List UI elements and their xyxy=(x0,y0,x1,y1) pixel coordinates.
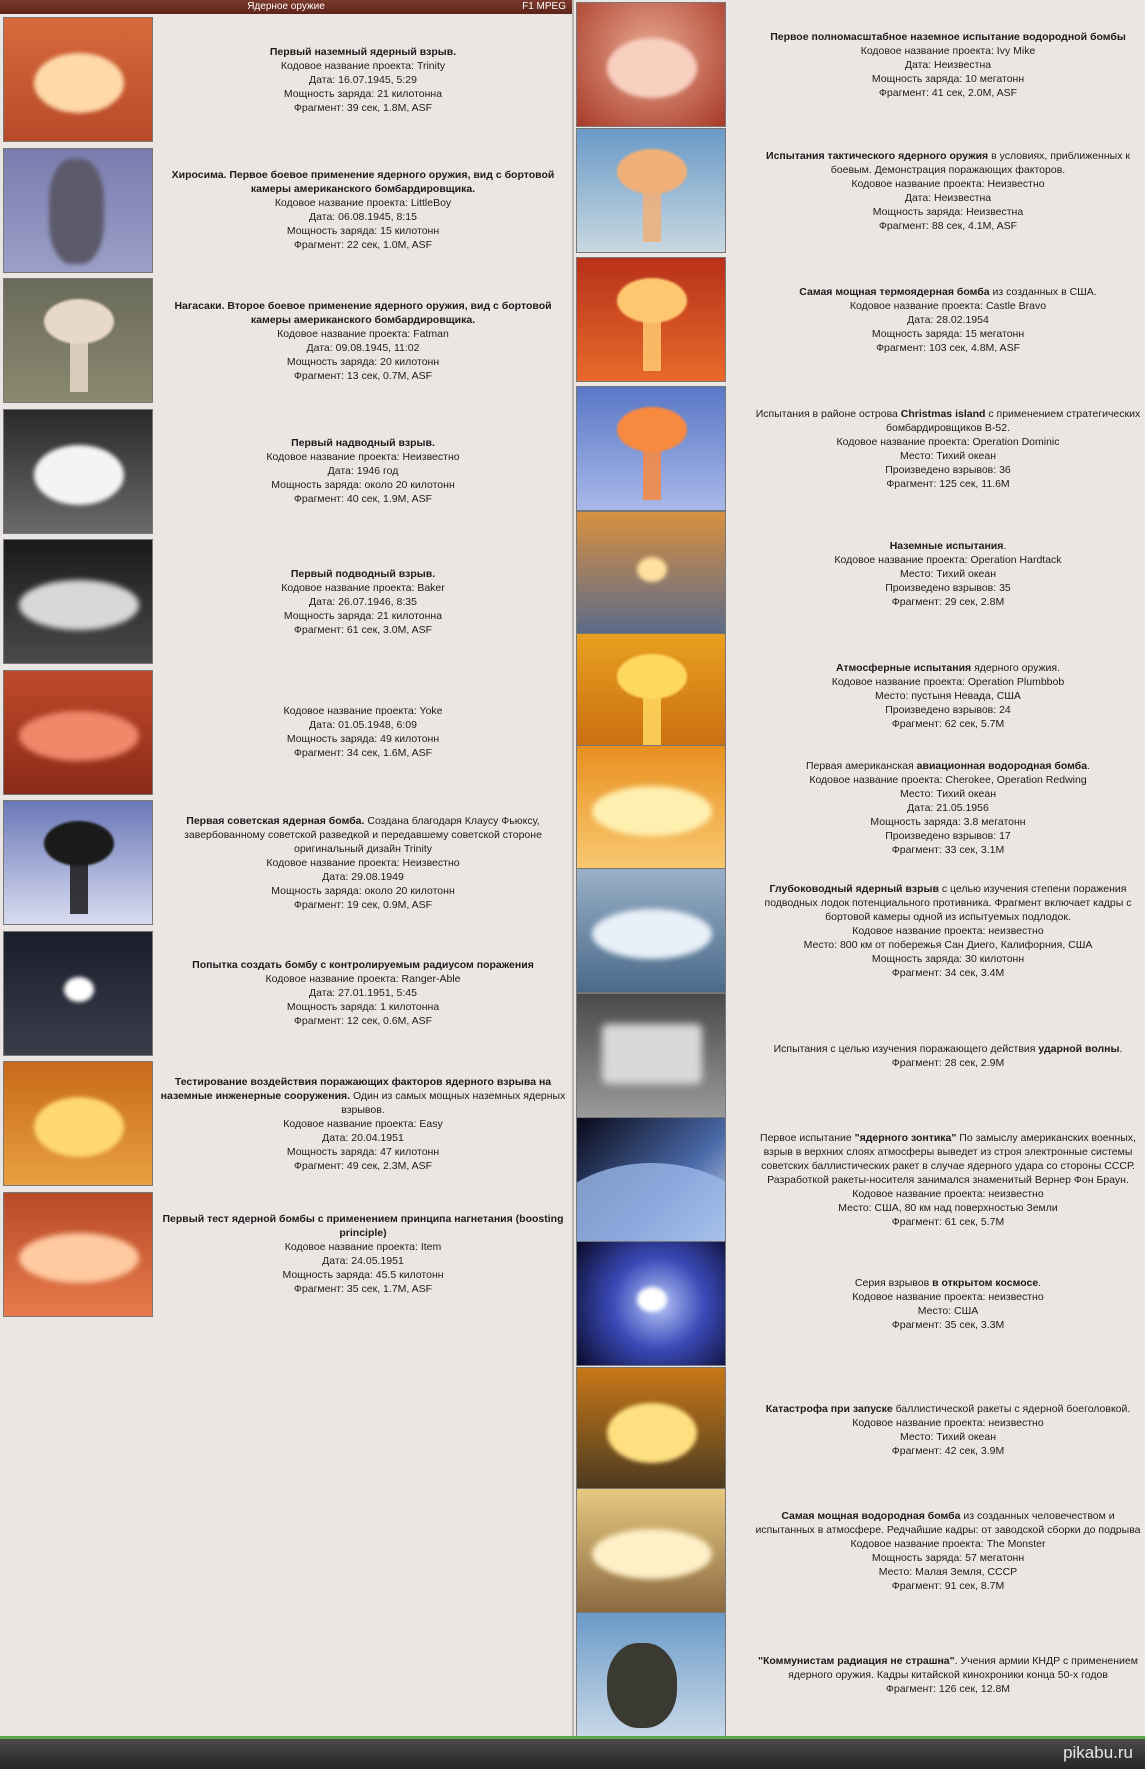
detail-line: Фрагмент: 41 сек, 2.0M, ASF xyxy=(878,86,1018,99)
video-row-christmas-island xyxy=(576,386,1142,511)
headline-bold: Катастрофа при запуске xyxy=(765,1402,893,1415)
detail-line: Кодовое название проекта: неизвестно xyxy=(852,1187,1044,1200)
headline-text: По замыслу американских военных, взрыв в верхних слоях атмосферы выведет из строя электронные системы советских баллистических ракет в случае ядерного удара со стороны СССР. Разработкой ракеты-носителя занимался знаменитый Вернер Фон Браун. xyxy=(761,1131,1136,1186)
video-thumbnail[interactable] xyxy=(3,17,153,142)
video-thumbnail[interactable] xyxy=(3,1061,153,1186)
video-row-north-korea xyxy=(576,1612,1142,1737)
detail-line: Мощность заряда: 57 мегатонн xyxy=(871,1551,1025,1564)
window-header xyxy=(0,0,572,14)
headline-text: . xyxy=(1038,1276,1042,1289)
video-row-shock-wave xyxy=(576,993,1142,1118)
description-headline xyxy=(291,567,435,581)
detail-line: Кодовое название проекта: Trinity xyxy=(280,59,446,72)
detail-line: Место: США xyxy=(917,1304,979,1317)
detail-line: Дата: Неизвестна xyxy=(904,58,992,71)
video-description xyxy=(159,800,567,925)
explosion-cloud xyxy=(617,654,687,699)
video-row-hardtack xyxy=(576,511,1142,636)
description-headline xyxy=(754,1131,1142,1187)
detail-line: Дата: 01.05.1948, 6:09 xyxy=(309,719,417,731)
headline-text: ядерного оружия. xyxy=(971,661,1061,674)
detail-line: Дата: 20.04.1951 xyxy=(322,1131,404,1144)
headline-bold: Самая мощная термоядерная бомба xyxy=(799,285,990,298)
detail-line: Мощность заряда: около 20 килотонн xyxy=(271,479,455,491)
detail-line: Кодовое название проекта: Operation Hardtack xyxy=(834,553,1062,566)
description-headline xyxy=(836,661,1060,675)
video-row-yoke xyxy=(3,670,569,795)
explosion-cloud xyxy=(607,38,697,98)
headline-bold: Попытка создать бомбу с контролируемым радиусом поражения xyxy=(192,959,534,971)
explosion-cloud xyxy=(34,445,124,505)
video-description xyxy=(754,386,1142,511)
explosion-cloud xyxy=(64,977,94,1002)
detail-line: Дата: 1946 год xyxy=(327,465,399,477)
detail-line: Кодовое название проекта: неизвестно xyxy=(852,1416,1044,1429)
mushroom-stem xyxy=(643,445,661,500)
headline-text: . xyxy=(1087,759,1091,772)
description-headline xyxy=(770,30,1126,44)
video-thumbnail[interactable] xyxy=(576,1488,726,1613)
headline-bold: "Коммунистам радиация не страшна" xyxy=(758,1654,955,1667)
explosion-cloud xyxy=(617,149,687,194)
video-row-castle-bravo xyxy=(576,257,1142,382)
detail-line: Место: Тихий океан xyxy=(899,787,997,800)
detail-line: Мощность заряда: 47 килотонн xyxy=(286,1145,440,1158)
detail-line: Фрагмент: 61 сек, 5.7M xyxy=(891,1215,1005,1228)
video-row-nagasaki xyxy=(3,278,569,403)
video-thumbnail[interactable] xyxy=(576,1367,726,1492)
detail-line: Кодовое название проекта: Неизвестно xyxy=(266,451,460,463)
video-thumbnail[interactable] xyxy=(576,633,726,758)
detail-line: Фрагмент: 28 сек, 2.9M xyxy=(891,1056,1005,1069)
video-row-ranger-able xyxy=(3,931,569,1056)
video-thumbnail[interactable] xyxy=(576,2,726,127)
detail-line: Фрагмент: 62 сек, 5.7M xyxy=(891,717,1005,730)
detail-line: Фрагмент: 35 сек, 3.3M xyxy=(891,1318,1005,1331)
video-description xyxy=(754,1241,1142,1366)
detail-line: Дата: 28.02.1954 xyxy=(907,313,989,326)
video-description xyxy=(159,1061,567,1186)
detail-line: Мощность заряда: 1 килотонна xyxy=(286,1001,440,1013)
detail-line: Кодовое название проекта: Castle Bravo xyxy=(849,299,1047,312)
headline-text: Первое испытание xyxy=(760,1131,855,1144)
explosion-cloud xyxy=(576,1163,726,1242)
headline-text: Серия взрывов xyxy=(854,1276,933,1289)
explosion-cloud xyxy=(617,278,687,323)
video-thumbnail[interactable] xyxy=(3,931,153,1056)
detail-line: Место: Тихий океан xyxy=(899,1430,997,1443)
detail-line: Кодовое название проекта: Ranger-Able xyxy=(265,973,461,985)
detail-line: Кодовое название проекта: Cherokee, Operation Redwing xyxy=(809,773,1087,786)
headline-bold: Глубоководный ядерный взрыв xyxy=(769,882,939,895)
explosion-cloud xyxy=(637,1287,667,1312)
headline-bold: ударной волны xyxy=(1038,1042,1120,1055)
detail-line: Фрагмент: 103 сек, 4.8M, ASF xyxy=(876,341,1020,354)
video-description xyxy=(754,128,1142,253)
mushroom-stem xyxy=(70,859,88,914)
video-thumbnail[interactable] xyxy=(576,868,726,993)
detail-line: Фрагмент: 33 сек, 3.1M xyxy=(891,843,1005,856)
description-headline xyxy=(890,539,1007,553)
detail-line: Кодовое название проекта: неизвестно xyxy=(852,1290,1044,1303)
description-headline xyxy=(774,1042,1123,1056)
video-description xyxy=(159,670,567,795)
video-description xyxy=(754,993,1142,1118)
video-row-ivy-mike xyxy=(576,2,1142,127)
detail-line: Дата: 29.08.1949 xyxy=(322,870,404,883)
detail-line: Фрагмент: 12 сек, 0.6M, ASF xyxy=(293,1015,433,1027)
detail-line: Фрагмент: 13 сек, 0.7M, ASF xyxy=(293,369,433,382)
video-thumbnail[interactable] xyxy=(3,148,153,273)
video-description xyxy=(159,539,567,664)
detail-line: Кодовое название проекта: Ivy Mike xyxy=(860,44,1036,57)
headline-bold: Атмосферные испытания xyxy=(835,661,972,674)
headline-text: с применением стратегических бомбардировщиков B-52. xyxy=(885,407,1141,434)
description-headline xyxy=(754,1654,1142,1682)
video-description xyxy=(754,745,1142,870)
headline-bold: Самая мощная водородная бомба xyxy=(781,1509,961,1522)
detail-line: Фрагмент: 42 сек, 3.9M xyxy=(891,1444,1005,1457)
detail-line: Кодовое название проекта: Item xyxy=(284,1241,442,1253)
headline-text: Один из самых мощных наземных ядерных взрывов. xyxy=(341,1089,566,1116)
headline-bold: "ядерного зонтика" xyxy=(854,1131,957,1144)
explosion-cloud xyxy=(44,821,114,866)
headline-bold: в открытом космосе xyxy=(932,1276,1039,1289)
detail-line: Произведено взрывов: 36 xyxy=(885,463,1011,476)
detail-line: Мощность заряда: 10 мегатонн xyxy=(871,72,1025,85)
description-headline xyxy=(799,285,1096,299)
detail-line: Место: Тихий океан xyxy=(899,567,997,580)
video-description xyxy=(754,1488,1142,1613)
video-thumbnail[interactable] xyxy=(3,278,153,403)
headline-text: Испытания в районе острова xyxy=(755,407,901,420)
explosion-cloud xyxy=(49,159,104,264)
detail-line: Мощность заряда: 20 килотонн xyxy=(286,355,440,368)
headline-text: . xyxy=(1003,539,1007,552)
headline-bold: авиационная водородная бомба xyxy=(916,759,1088,772)
video-description xyxy=(159,278,567,403)
video-row-item-boosting xyxy=(3,1192,569,1317)
detail-line: Фрагмент: 49 сек, 2.3M, ASF xyxy=(293,1159,433,1172)
explosion-cloud xyxy=(607,1643,677,1728)
video-thumbnail[interactable] xyxy=(3,1192,153,1317)
video-thumbnail[interactable] xyxy=(576,745,726,870)
video-thumbnail[interactable] xyxy=(576,257,726,382)
video-description xyxy=(159,931,567,1056)
headline-bold: Первый тест ядерной бомбы с применением принципа нагнетания (boosting principle) xyxy=(162,1213,564,1239)
brand-label: F1 MPEG xyxy=(522,1,566,12)
headline-bold: Тестирование воздействия поражающих факторов ядерного взрыва на наземные инженерные сооружения. xyxy=(160,1075,552,1102)
detail-line: Дата: 21.05.1956 xyxy=(907,801,989,814)
detail-line: Кодовое название проекта: Неизвестно xyxy=(851,177,1045,190)
headline-text: с целью изучения степени поражения подводных лодок потенциального противника. Фрагмент включает кадры с бортовой камеры одной из испытуемых подлодок. xyxy=(764,882,1132,923)
video-thumbnail[interactable] xyxy=(576,128,726,253)
detail-line: Кодовое название проекта: Неизвестно xyxy=(266,856,460,869)
detail-line: Кодовое название проекта: неизвестно xyxy=(852,924,1044,937)
headline-text: из созданных человечеством и испытанных в атмосфере. Редчайшие кадры: от заводской сборки до подрыва xyxy=(755,1509,1141,1536)
column-divider xyxy=(572,0,574,1736)
explosion-cloud xyxy=(602,1024,702,1084)
video-thumbnail[interactable] xyxy=(576,1117,726,1242)
detail-line: Мощность заряда: 15 мегатонн xyxy=(871,327,1025,340)
detail-line: Дата: Неизвестна xyxy=(904,191,992,204)
video-row-soviet-first xyxy=(3,800,569,925)
explosion-cloud xyxy=(617,407,687,452)
headline-text: из созданных в США. xyxy=(989,285,1097,298)
detail-line: Место: США, 80 км над поверхностью Земли xyxy=(838,1201,1058,1214)
headline-text: баллистической ракеты с ядерной боеголовкой. xyxy=(892,1402,1131,1415)
headline-bold: Первый надводный взрыв. xyxy=(291,437,435,449)
detail-line: Дата: 26.07.1946, 8:35 xyxy=(309,595,417,608)
detail-line: Кодовое название проекта: Operation Dominic xyxy=(836,435,1060,448)
description-headline xyxy=(159,1212,567,1240)
headline-bold: Наземные испытания xyxy=(889,539,1004,552)
video-thumbnail[interactable] xyxy=(3,539,153,664)
explosion-cloud xyxy=(592,909,712,959)
detail-line: Мощность заряда: 3.8 мегатонн xyxy=(870,815,1026,828)
detail-line: Мощность заряда: 15 килотонн xyxy=(286,225,440,237)
explosion-cloud xyxy=(44,299,114,344)
video-row-trinity xyxy=(3,17,569,142)
explosion-cloud xyxy=(607,1403,697,1463)
description-headline xyxy=(159,814,567,856)
detail-line: Фрагмент: 40 сек, 1.9M, ASF xyxy=(293,493,433,505)
detail-line: Фрагмент: 35 сек, 1.7M, ASF xyxy=(293,1283,433,1295)
video-row-hiroshima xyxy=(3,148,569,273)
video-thumbnail[interactable] xyxy=(3,670,153,795)
explosion-cloud xyxy=(592,1529,712,1579)
video-description xyxy=(754,1612,1142,1737)
detail-line: Дата: 09.08.1945, 11:02 xyxy=(306,341,420,354)
detail-line: Кодовое название проекта: Fatman xyxy=(277,327,449,340)
headline-text: Испытания с целью изучения поражающего действия xyxy=(773,1042,1039,1055)
detail-line: Дата: 16.07.1945, 5:29 xyxy=(309,73,417,86)
headline-text: . xyxy=(1119,1042,1123,1055)
headline-text: Первая американская xyxy=(805,759,917,772)
site-watermark: pikabu.ru xyxy=(1063,1743,1133,1762)
mushroom-stem xyxy=(70,337,88,392)
detail-line: Дата: 27.01.1951, 5:45 xyxy=(309,987,417,999)
description-headline xyxy=(159,168,567,196)
headline-bold: Хиросима. Первое боевое применение ядерного оружия, вид с бортовой камеры американского бомбардировщика. xyxy=(171,169,555,195)
detail-line: Кодовое название проекта: Operation Plumbbob xyxy=(831,675,1065,688)
headline-bold: Первый подводный взрыв. xyxy=(290,567,436,580)
detail-line: Произведено взрывов: 24 xyxy=(885,703,1011,716)
mushroom-stem xyxy=(643,187,661,242)
description-headline xyxy=(159,1075,567,1117)
video-description xyxy=(754,868,1142,993)
video-description xyxy=(754,257,1142,382)
footer xyxy=(0,1736,1145,1769)
explosion-cloud xyxy=(19,711,139,761)
video-thumbnail[interactable] xyxy=(576,1612,726,1737)
detail-line: Дата: 24.05.1951 xyxy=(322,1255,404,1267)
headline-bold: Первое полномасштабное наземное испытание водородной бомбы xyxy=(770,30,1126,43)
video-row-outer-space xyxy=(576,1241,1142,1366)
video-thumbnail[interactable] xyxy=(3,800,153,925)
description-headline xyxy=(754,1509,1142,1537)
detail-line: Кодовое название проекта: The Monster xyxy=(850,1537,1046,1550)
video-description xyxy=(159,148,567,273)
video-thumbnail[interactable] xyxy=(3,409,153,534)
detail-line: Мощность заряда: 45.5 килотонн xyxy=(282,1269,444,1281)
video-description xyxy=(754,1117,1142,1242)
explosion-cloud xyxy=(34,1097,124,1157)
description-headline xyxy=(159,299,567,327)
description-headline xyxy=(806,759,1090,773)
video-description xyxy=(159,1192,567,1317)
explosion-cloud xyxy=(637,557,667,582)
detail-line: Фрагмент: 61 сек, 3.0M, ASF xyxy=(293,623,433,636)
detail-line: Фрагмент: 88 сек, 4.1M, ASF xyxy=(878,219,1018,232)
video-description xyxy=(159,17,567,142)
detail-line: Произведено взрывов: 17 xyxy=(885,829,1011,842)
detail-line: Фрагмент: 29 сек, 2.8M xyxy=(891,595,1005,608)
video-description xyxy=(754,633,1142,758)
video-row-above-water xyxy=(3,409,569,534)
headline-bold: Нагасаки. Второе боевое применение ядерного оружия, вид с бортовой камеры американского бомбардировщика. xyxy=(174,299,552,326)
detail-line: Мощность заряда: Неизвестна xyxy=(872,205,1024,218)
video-row-nuclear-umbrella xyxy=(576,1117,1142,1242)
video-row-underwater-baker xyxy=(3,539,569,664)
video-row-easy xyxy=(3,1061,569,1186)
page-title: Ядерное оружие xyxy=(247,1,325,12)
detail-line: Место: пустыня Невада, США xyxy=(875,689,1021,702)
video-row-launch-disaster xyxy=(576,1367,1142,1492)
detail-line: Место: Тихий океан xyxy=(899,449,997,462)
detail-line: Произведено взрывов: 35 xyxy=(885,581,1011,594)
description-headline xyxy=(754,407,1142,435)
headline-bold: Christmas island xyxy=(900,407,986,420)
mushroom-stem xyxy=(643,316,661,371)
detail-line: Мощность заряда: 30 килотонн xyxy=(871,952,1025,965)
video-row-redwing xyxy=(576,745,1142,870)
detail-line: Мощность заряда: 21 килотонна xyxy=(283,87,443,100)
detail-line: Фрагмент: 126 сек, 12.8M xyxy=(885,1682,1011,1695)
video-row-the-monster xyxy=(576,1488,1142,1613)
video-row-plumbbob xyxy=(576,633,1142,758)
detail-line: Фрагмент: 22 сек, 1.0M, ASF xyxy=(293,239,433,251)
video-description xyxy=(754,1367,1142,1492)
description-headline xyxy=(270,45,456,59)
detail-line: Кодовое название проекта: Baker xyxy=(281,581,445,594)
video-row-tactical xyxy=(576,128,1142,253)
explosion-cloud xyxy=(19,580,139,630)
explosion-cloud xyxy=(592,786,712,836)
headline-bold: Испытания тактического ядерного оружия xyxy=(766,149,989,162)
video-description xyxy=(754,511,1142,636)
detail-line: Мощность заряда: 21 килотонна xyxy=(283,609,443,622)
detail-line: Фрагмент: 34 сек, 3.4M xyxy=(891,966,1005,979)
description-headline xyxy=(855,1276,1041,1290)
video-row-deep-water xyxy=(576,868,1142,993)
description-headline xyxy=(754,149,1142,177)
headline-text: . Учения армии КНДР с применением ядерного оружия. Кадры китайской кинохроники конца 50-х годов xyxy=(788,1654,1138,1681)
description-headline xyxy=(192,958,534,972)
detail-line: Кодовое название проекта: Easy xyxy=(283,1117,443,1130)
detail-line: Фрагмент: 125 сек, 11.6M xyxy=(886,477,1010,490)
video-thumbnail[interactable] xyxy=(576,993,726,1118)
detail-line: Кодовое название проекта: Yoke xyxy=(283,705,443,717)
video-description xyxy=(754,2,1142,127)
description-headline xyxy=(754,882,1142,924)
headline-text: Создана благодаря Клаусу Фьюксу, завербованному советской разведкой и передавшему советской стороне оригинальный дизайн Trinity xyxy=(184,814,542,855)
detail-line: Мощность заряда: около 20 килотонн xyxy=(271,884,455,897)
detail-line: Место: Малая Земля, СССР xyxy=(878,1565,1018,1578)
video-thumbnail[interactable] xyxy=(576,386,726,511)
description-headline xyxy=(766,1402,1131,1416)
detail-line: Фрагмент: 91 сек, 8.7M xyxy=(891,1579,1005,1592)
video-thumbnail[interactable] xyxy=(576,1241,726,1366)
detail-line: Мощность заряда: 49 килотонн xyxy=(286,733,440,745)
detail-line: Дата: 06.08.1945, 8:15 xyxy=(309,211,417,223)
video-thumbnail[interactable] xyxy=(576,511,726,636)
detail-line: Фрагмент: 34 сек, 1.6M, ASF xyxy=(293,747,433,759)
headline-bold: Первая советская ядерная бомба. xyxy=(186,814,365,827)
video-description xyxy=(159,409,567,534)
detail-line: Фрагмент: 39 сек, 1.8M, ASF xyxy=(293,101,433,114)
detail-line: Фрагмент: 19 сек, 0.9M, ASF xyxy=(293,898,433,911)
explosion-cloud xyxy=(19,1233,139,1283)
headline-bold: Первый наземный ядерный взрыв. xyxy=(269,45,457,58)
mushroom-stem xyxy=(643,692,661,747)
detail-line: Кодовое название проекта: LittleBoy xyxy=(274,197,452,209)
description-headline xyxy=(291,436,435,450)
detail-line: Место: 800 км от побережья Сан Диего, Калифорния, США xyxy=(803,938,1093,951)
explosion-cloud xyxy=(34,53,124,113)
headline-text: в условиях, приближенных к боевым. Демонстрация поражающих факторов. xyxy=(830,149,1130,176)
